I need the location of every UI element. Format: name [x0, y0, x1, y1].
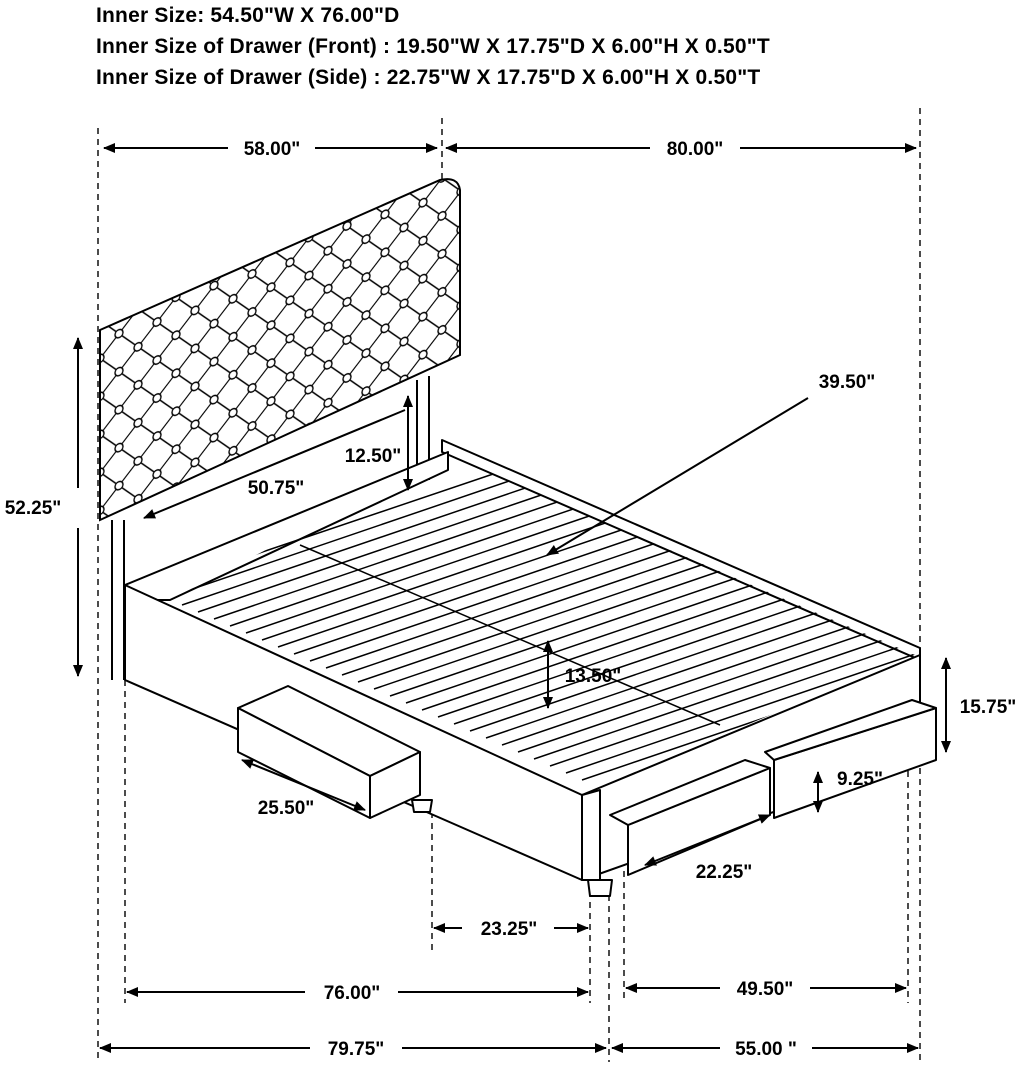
dim-overall-length: 79.75": [327, 1039, 385, 1060]
dim-inner-length: 76.00": [323, 983, 381, 1004]
inner-size-text: Inner Size: 54.50"W X 76.00"D: [96, 4, 400, 27]
bed-frame: [125, 440, 937, 896]
dim-headboard-width: 58.00": [243, 139, 301, 160]
dim-side-rail-height: 13.50": [564, 666, 622, 687]
dim-headboard-height: 52.25": [4, 498, 62, 519]
dim-footboard-height: 15.75": [959, 697, 1017, 718]
drawer-side-size-text: Inner Size of Drawer (Side) : 22.75"W X 17.75"D X 6.00"H X 0.50"T: [96, 66, 761, 89]
dim-diagonal-rail: 39.50": [818, 372, 876, 393]
drawer-front-size-text: Inner Size of Drawer (Front) : 19.50"W X 17.75"D X 6.00"H X 0.50"T: [96, 35, 770, 58]
dim-headboard-inner-width: 50.75": [247, 478, 305, 499]
dim-headboard-panel-height: 12.50": [344, 446, 402, 467]
dim-drawer-height: 9.25": [837, 769, 883, 790]
dim-front-drawer-width: 22.25": [695, 862, 753, 883]
dim-side-drawer-width: 25.50": [257, 798, 315, 819]
dim-overall-length-top: 80.00": [666, 139, 724, 160]
dim-inner-width: 49.50": [736, 979, 794, 1000]
dim-overall-width: 55.00 ": [735, 1039, 797, 1060]
dim-leg-offset: 23.25": [480, 919, 538, 940]
